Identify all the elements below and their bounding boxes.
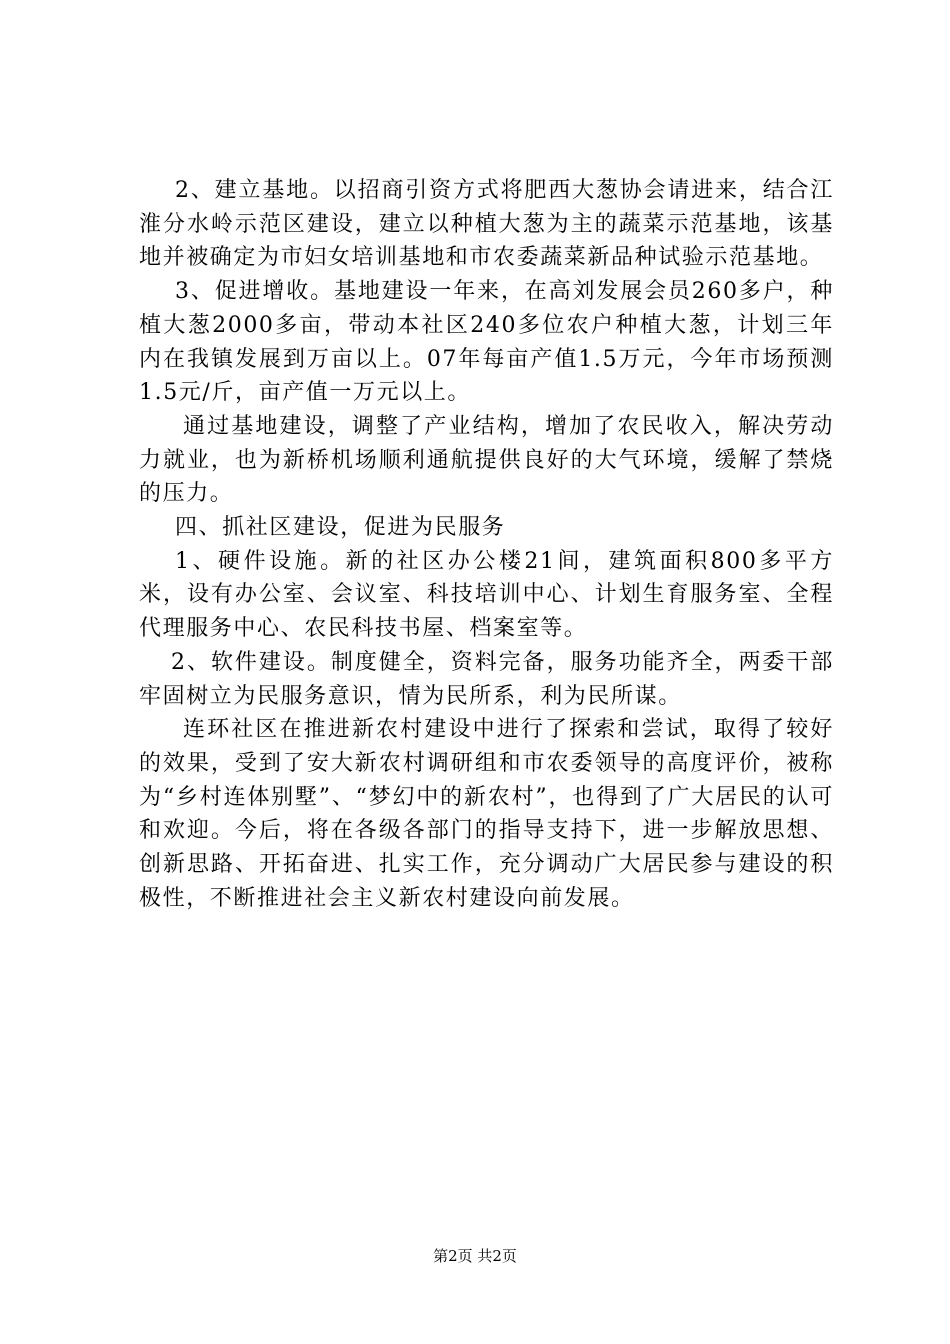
paragraph-hardware-facilities: 1、硬件设施。新的社区办公楼21间，建筑面积800多平方米，设有办公室、会议室、科技培训中心、计划生育服务室、全程代理服务中心、农民科技书屋、档案室等。 bbox=[139, 548, 834, 642]
paragraph-base-summary: 通过基地建设，调整了产业结构，增加了农民收入，解决劳动力就业，也为新桥机场顺利通航提供良好的大气环境，缓解了禁烧的压力。 bbox=[139, 413, 834, 507]
page-footer: 第2页 共2页 bbox=[433, 1247, 517, 1265]
paragraph-software-construction: 2、软件建设。制度健全，资料完备，服务功能齐全，两委干部牢固树立为民服务意识，情为民所系，利为民所谋。 bbox=[139, 649, 834, 709]
paragraph-income-increase: 3、促进增收。基地建设一年来，在高刘发展会员260多户，种植大葱2000多亩，带动本社区240多位农户种植大葱，计划三年内在我镇发展到万亩以上。07年每亩产值1.5万元，今年市场预测1.5元/斤，亩产值一万元以上。 bbox=[139, 279, 834, 406]
paragraph-base-establishment: 2、建立基地。以招商引资方式将肥西大葱协会请进来，结合江淮分水岭示范区建设，建立以种植大葱为主的蔬菜示范基地，该基地并被确定为市妇女培训基地和市农委蔬菜新品种试验示范基地。 bbox=[139, 178, 834, 271]
document-body bbox=[139, 174, 834, 915]
paragraph-conclusion: 连环社区在推进新农村建设中进行了探索和尝试，取得了较好的效果，受到了安大新农村调研组和市农委领导的高度评价，被称为“乡村连体别墅”、“梦幻中的新农村”，也得到了广大居民的认可和欢迎。今后，将在各级各部门的指导支持下，进一步解放思想、创新思路、开拓奋进、扎实工作，充分调动广大居民参与建设的积极性，不断推进社会主义新农村建设向前发展。 bbox=[139, 717, 834, 911]
section-heading-community: 四、抓社区建设，促进为民服务 bbox=[175, 515, 506, 541]
